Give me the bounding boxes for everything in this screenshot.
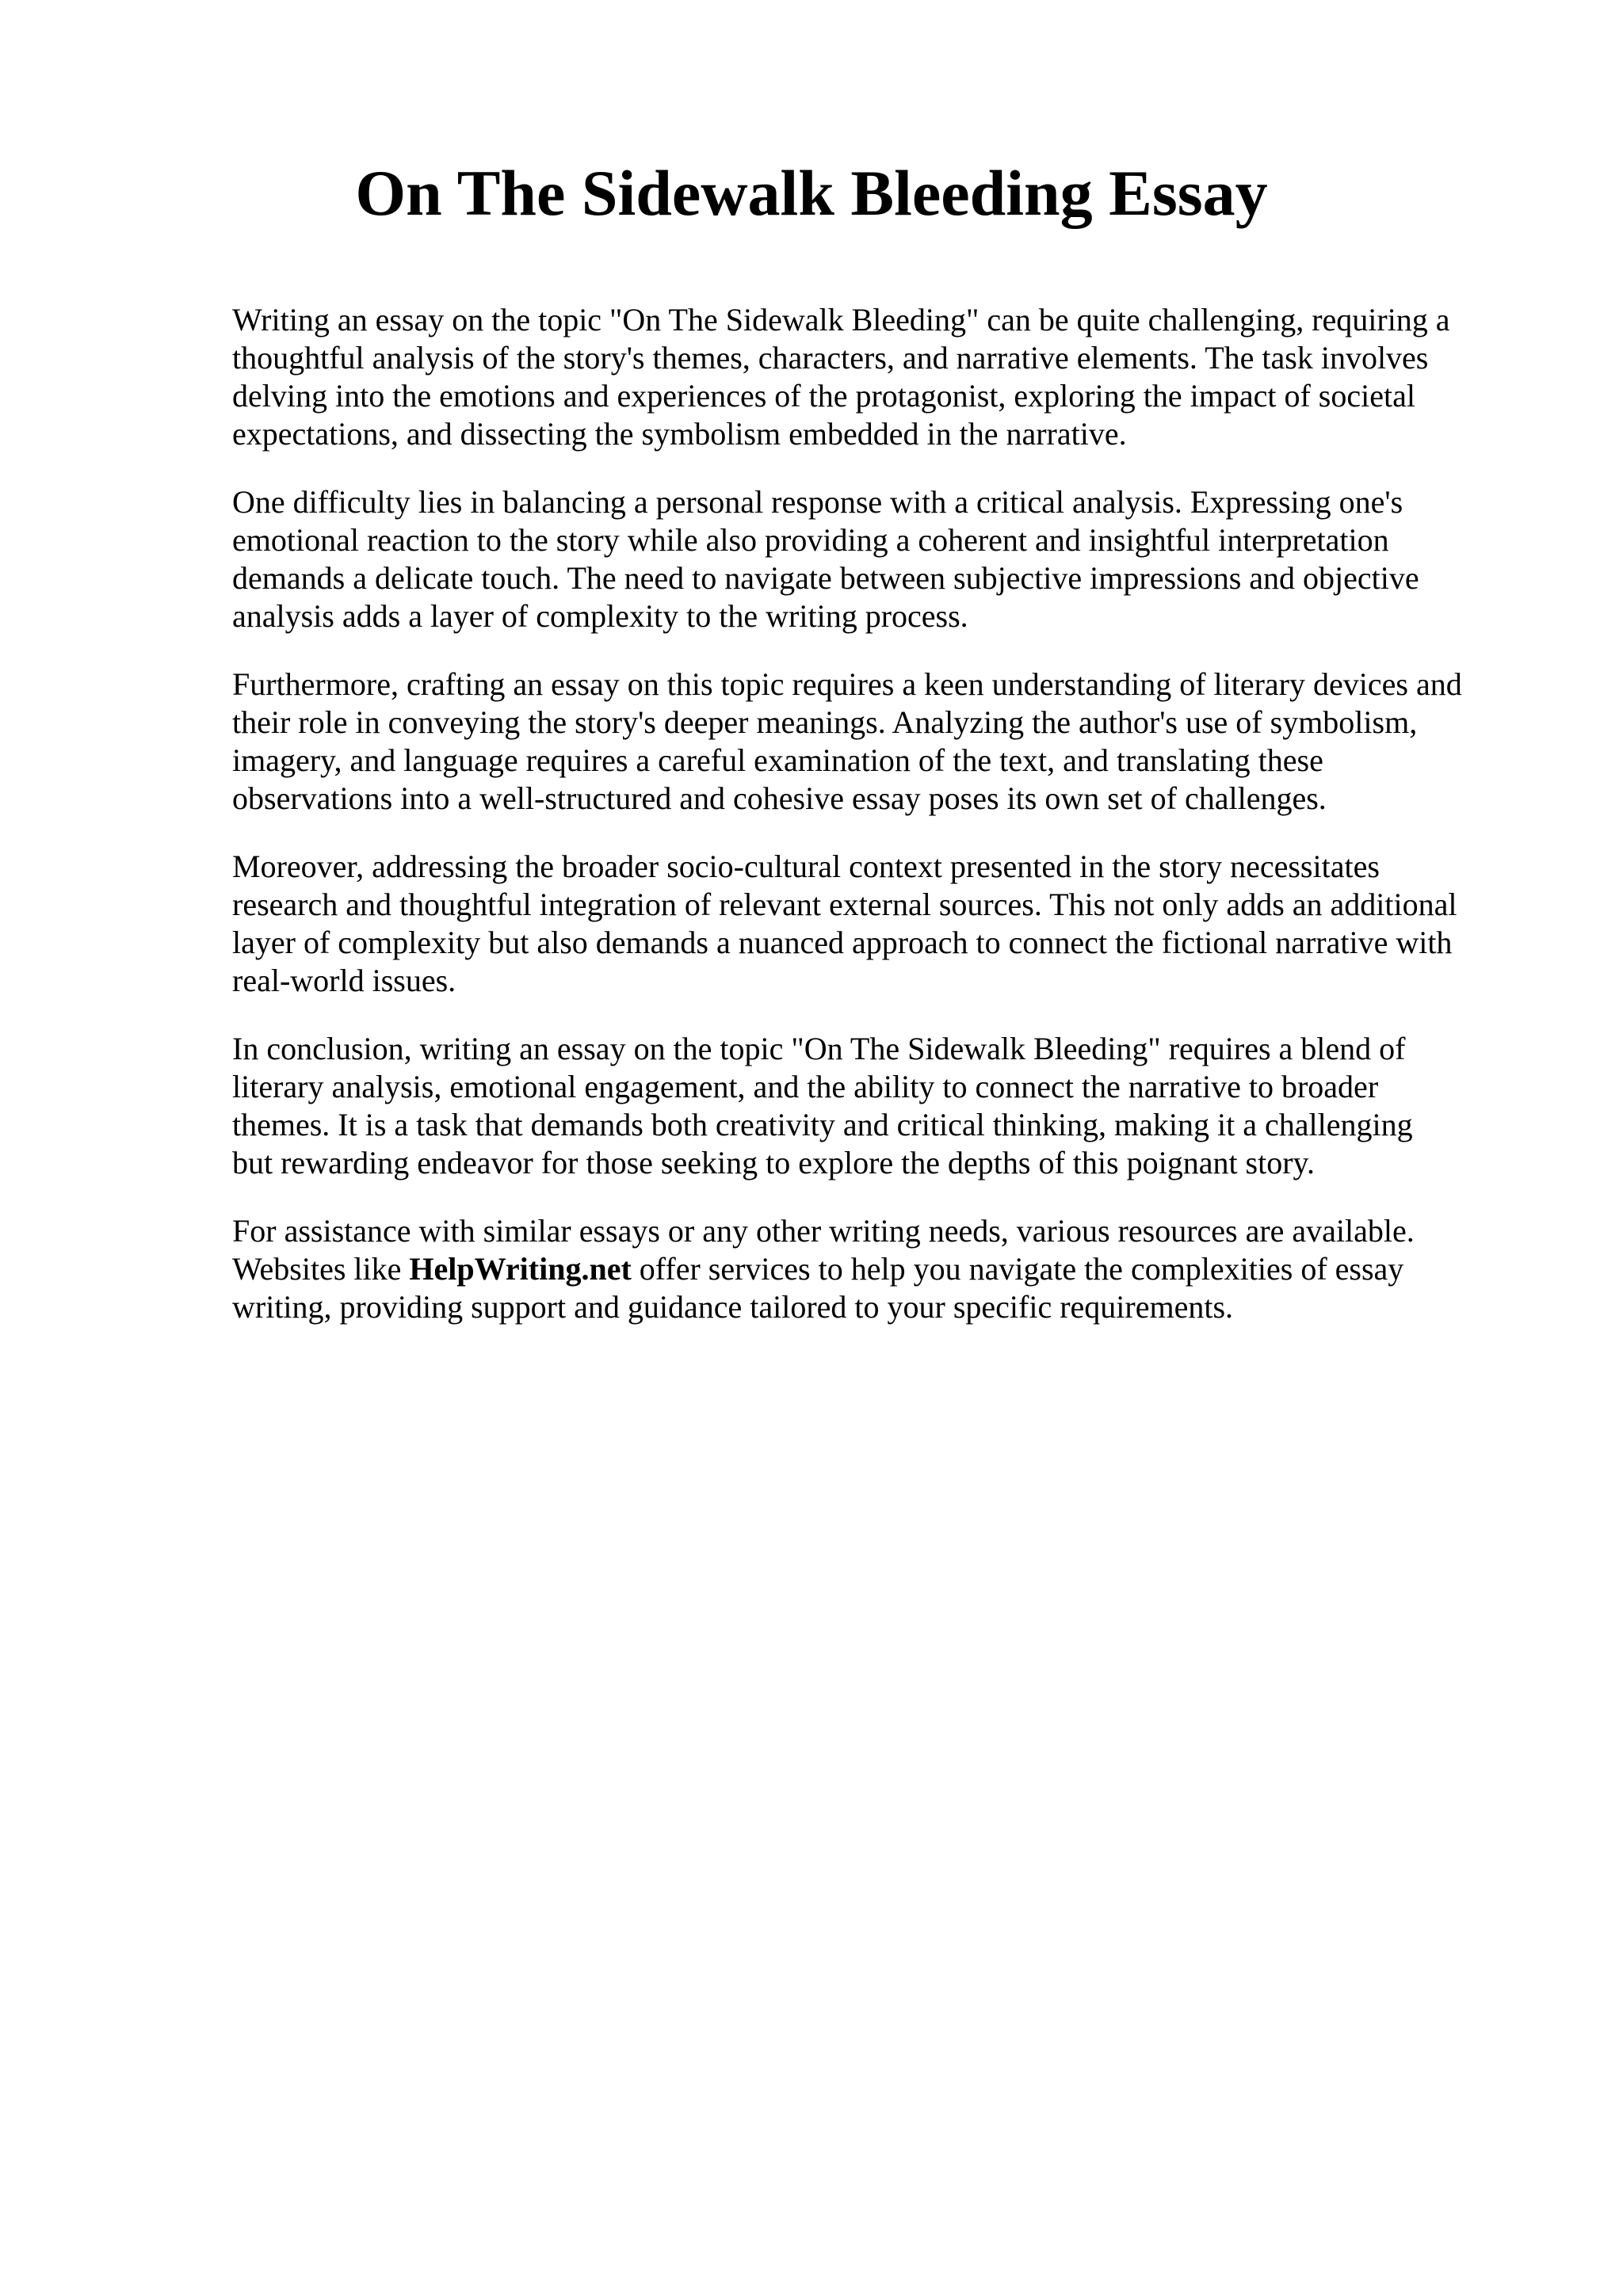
text-line: Writing an essay on the topic "On The Sidewalk Bleeding" can be quite challenging, requiring a — [232, 302, 1450, 338]
text-line: Moreover, addressing the broader socio-cultural context presented in the story necessitates — [232, 849, 1380, 884]
text-line: imagery, and language requires a careful examination of the text, and translating these — [232, 742, 1323, 778]
text-line: writing, providing support and guidance tailored to your specific requirements. — [232, 1289, 1234, 1325]
text-line: demands a delicate touch. The need to navigate between subjective impressions and objective — [232, 560, 1419, 596]
text-line: expectations, and dissecting the symbolism embedded in the narrative. — [232, 416, 1127, 452]
paragraph-difficulty — [232, 483, 1532, 635]
text-line: research and thoughtful integration of relevant external sources. This not only adds an additional — [232, 887, 1457, 922]
text-line: layer of complexity but also demands a nuanced approach to connect the fictional narrative with — [232, 925, 1453, 960]
text-line: emotional reaction to the story while also providing a coherent and insightful interpretation — [232, 522, 1389, 558]
text-line: analysis adds a layer of complexity to the writing process. — [232, 598, 968, 634]
text-line: Furthermore, crafting an essay on this topic requires a keen understanding of literary devices and — [232, 666, 1462, 702]
text-line: their role in conveying the story's deeper meanings. Analyzing the author's use of symbolism, — [232, 704, 1418, 740]
helpwriting-link[interactable]: HelpWriting.net — [409, 1251, 632, 1287]
text-segment: Websites like — [232, 1251, 410, 1287]
paragraph-context — [232, 848, 1532, 1000]
page-title: On The Sidewalk Bleeding Essay — [355, 157, 1268, 229]
paragraph-closing — [232, 1212, 1532, 1326]
text-line: thoughtful analysis of the story's themes, characters, and narrative elements. The task involves — [232, 340, 1429, 376]
text-line: themes. It is a task that demands both creativity and critical thinking, making it a challenging — [232, 1107, 1413, 1142]
text-line: One difficulty lies in balancing a personal response with a critical analysis. Expressing one's — [232, 484, 1403, 520]
paragraph-literary-devices — [232, 666, 1532, 818]
text-line: observations into a well-structured and cohesive essay poses its own set of challenges. — [232, 780, 1327, 816]
paragraph-conclusion — [232, 1030, 1532, 1182]
paragraph-intro — [232, 301, 1532, 453]
text-line: In conclusion, writing an essay on the topic "On The Sidewalk Bleeding" requires a blend of — [232, 1031, 1406, 1066]
text-line: but rewarding endeavor for those seeking to explore the depths of this poignant story. — [232, 1145, 1315, 1180]
essay-body — [232, 301, 1532, 1356]
text-line — [232, 1250, 1532, 1288]
text-line: For assistance with similar essays or any other writing needs, various resources are available. — [232, 1213, 1415, 1249]
text-line: real-world issues. — [232, 963, 456, 998]
text-line: delving into the emotions and experiences of the protagonist, exploring the impact of societal — [232, 378, 1415, 414]
text-line: literary analysis, emotional engagement, and the ability to connect the narrative to broader — [232, 1069, 1379, 1104]
text-segment: offer services to help you navigate the complexities of essay — [631, 1251, 1404, 1287]
